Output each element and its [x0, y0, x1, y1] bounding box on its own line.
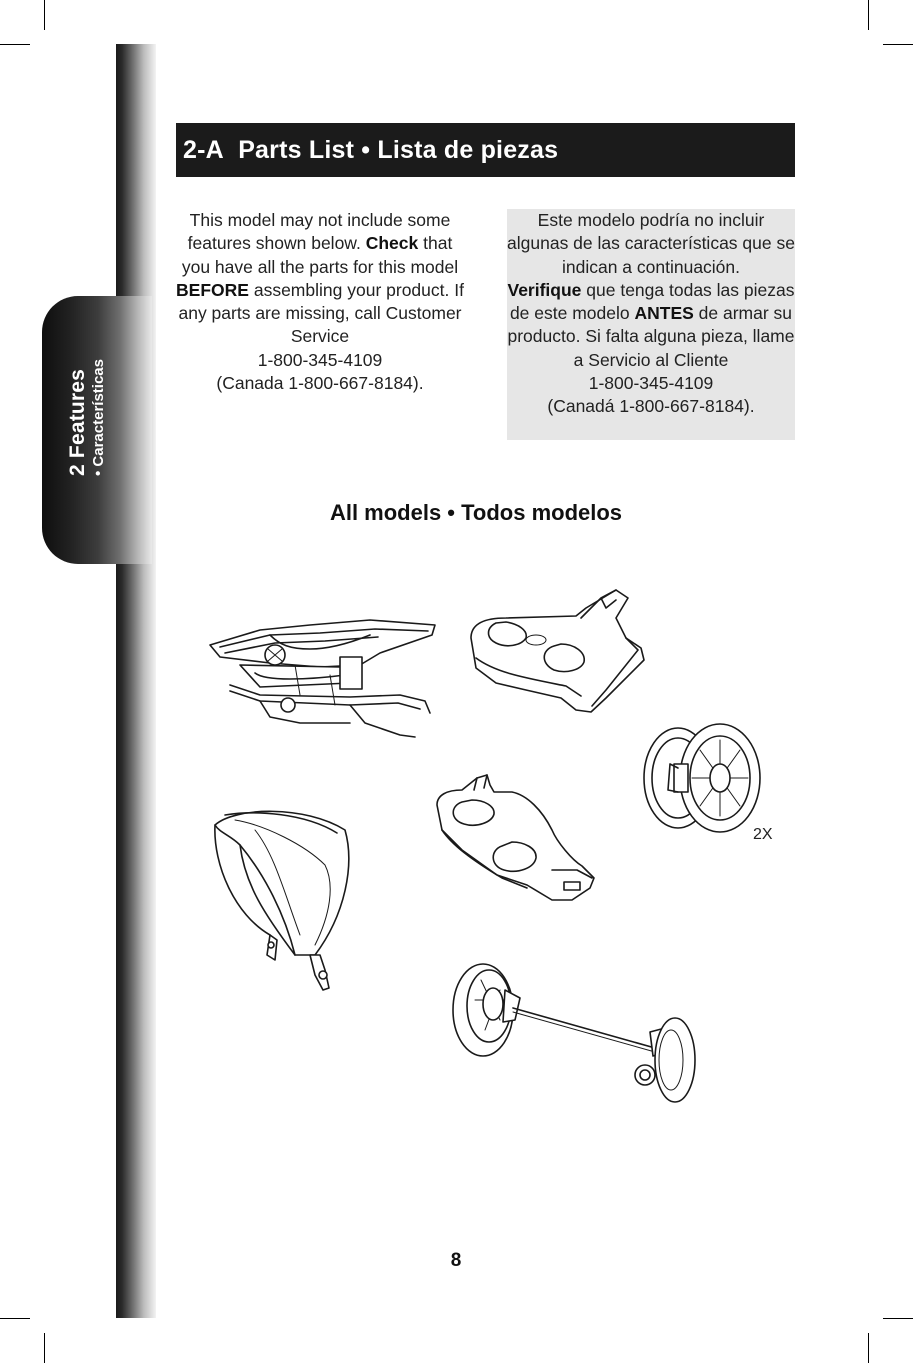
spanish-text-3: de armar su producto. Si falta alguna pieza, llame a Servicio al Cliente — [507, 303, 795, 370]
side-tab-subtitle: • Características — [90, 359, 107, 476]
spanish-canada-phone: (Canadá 1-800-667-8184). — [547, 396, 755, 417]
side-tab-title: 2 Features — [66, 368, 89, 476]
english-text-3: assembling your product. If any parts are missing, call Customer Service — [178, 279, 464, 347]
crop-mark — [44, 1333, 45, 1363]
english-canada-phone: (Canada 1-800-667-8184). — [216, 373, 424, 394]
canopy-illustration — [205, 805, 355, 995]
spanish-phone: 1-800-345-4109 — [588, 373, 714, 394]
spanish-text-2: que tenga todas las piezas de este modelo — [509, 279, 795, 324]
child-tray-illustration — [432, 770, 602, 910]
english-phone: 1-800-345-4109 — [257, 349, 383, 370]
page-spine — [116, 44, 156, 1318]
crop-mark — [868, 1333, 869, 1363]
front-wheel-quantity: 2X — [753, 826, 773, 843]
crop-mark — [44, 0, 45, 30]
page-number: 8 — [450, 1250, 462, 1271]
models-title: All models • Todos modelos — [329, 500, 623, 525]
crop-mark — [883, 44, 913, 45]
stroller-frame-illustration — [200, 605, 445, 745]
front-wheel-illustration — [640, 720, 765, 838]
spanish-antes-emphasis: ANTES — [634, 303, 694, 324]
crop-mark — [0, 44, 30, 45]
parent-tray-illustration — [466, 578, 666, 713]
spanish-text-1: Este modelo podría no incluir algunas de las características que se indican a continuación. — [507, 210, 795, 277]
crop-mark — [883, 1318, 913, 1319]
english-text-2: that you have all the parts for this model — [181, 233, 459, 277]
instructions-spanish — [507, 209, 795, 440]
english-before-emphasis: BEFORE — [176, 279, 249, 300]
rear-wheel-axle-illustration — [445, 960, 705, 1100]
spanish-verifique-emphasis: Verifique — [507, 279, 582, 300]
crop-mark — [0, 1318, 30, 1319]
instructions-english — [176, 209, 464, 395]
english-text-1: This model may not include some features shown below. — [187, 210, 451, 254]
section-title: Parts List • Lista de piezas — [238, 136, 559, 164]
side-tab-label — [54, 338, 106, 476]
section-header — [176, 123, 795, 177]
section-number: 2-A — [183, 136, 224, 164]
crop-mark — [868, 0, 869, 30]
english-check-emphasis: Check — [365, 233, 419, 254]
